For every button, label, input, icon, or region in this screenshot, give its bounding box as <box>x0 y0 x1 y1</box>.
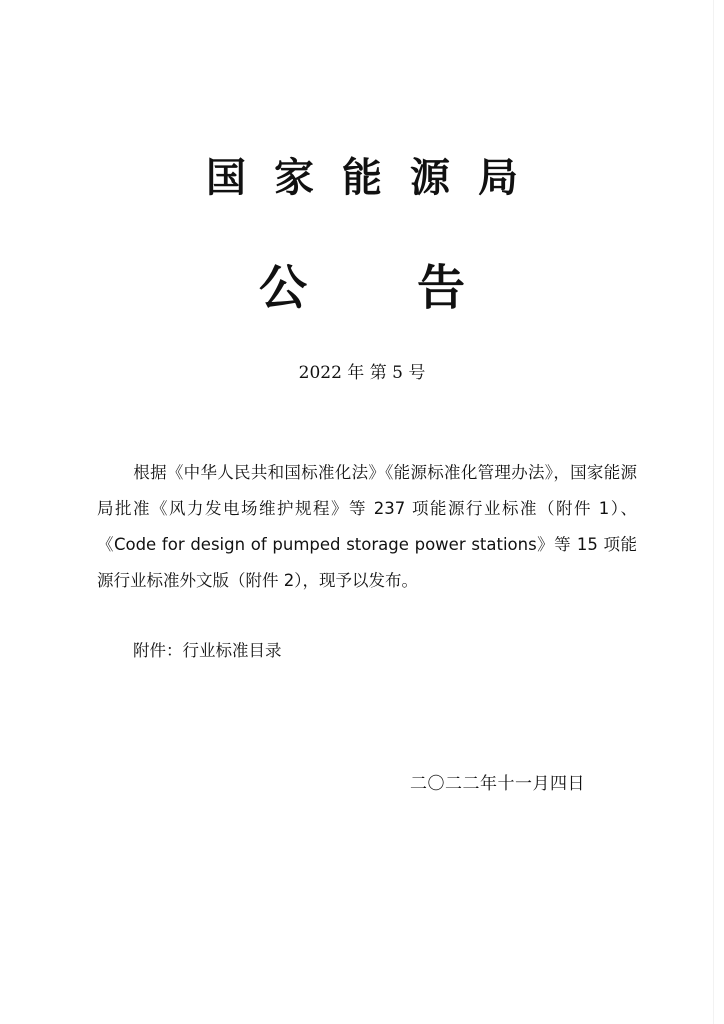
issuing-organization-title: 国家能源局 <box>206 154 546 201</box>
issue-date: 二〇二二年十一月四日 <box>410 774 585 794</box>
announcement-paragraph: 根据《中华人民共和国标准化法》《能源标准化管理办法》，国家能源局批准《风力发电场维护规程》等 237 项能源行业标准（附件 1）、《Code for design of pumped storage power stations》等 15 项能源行业标准外文版（附件 2），现予以发布。 <box>97 463 637 590</box>
announcement-body <box>97 455 637 599</box>
document-number: 2022 年 第 5 号 <box>298 363 426 383</box>
scan-edge-line <box>713 0 714 1024</box>
document-type-heading: 公告 <box>258 260 575 316</box>
attachment-line: 附件：行业标准目录 <box>133 641 282 660</box>
